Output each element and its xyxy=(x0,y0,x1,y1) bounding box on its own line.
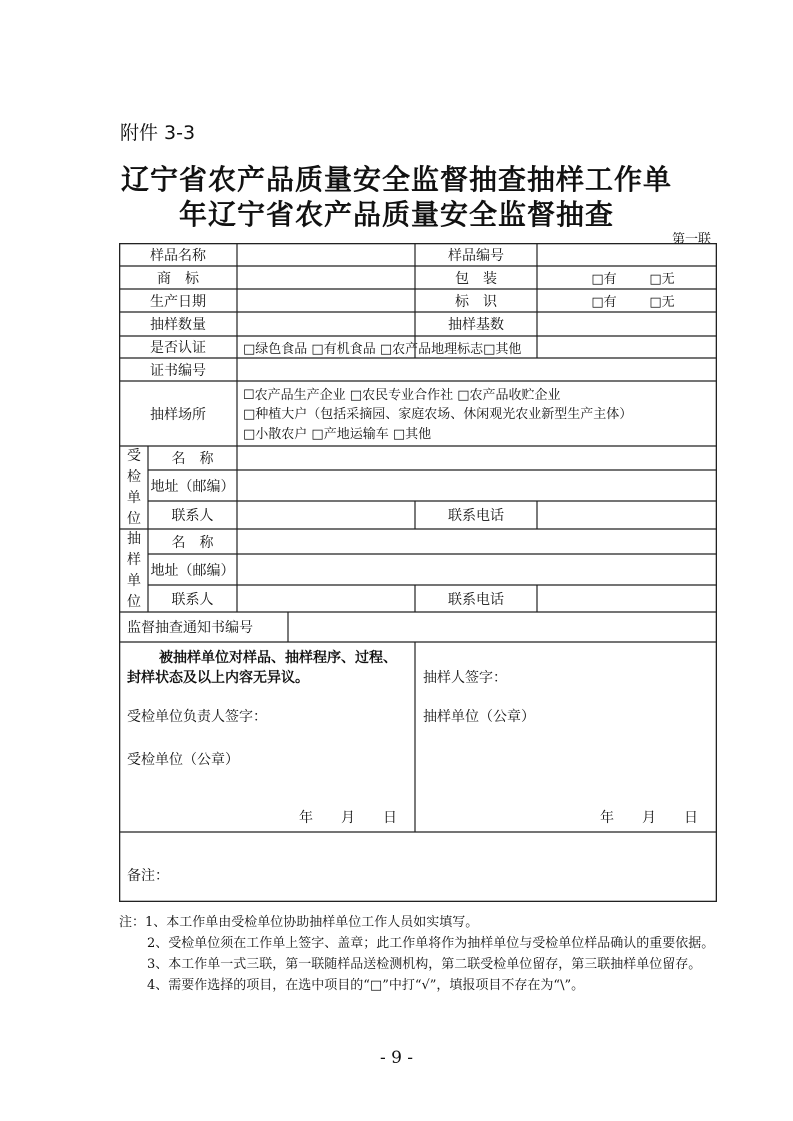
inspected-contact-field[interactable] xyxy=(238,502,414,528)
note-3: 3、本工作单一式三联，第一联随样品送检测机构，第二联受检单位留存，第三联抽样单位留存。 xyxy=(147,957,702,972)
sampling-site-label: 抽样场所 xyxy=(150,406,206,423)
prod-date-label: 生产日期 xyxy=(150,293,206,310)
inspected-phone-label: 联系电话 xyxy=(448,508,504,524)
remarks-field[interactable] xyxy=(179,835,714,899)
site-options-line2[interactable]: □种植大户（包括采摘园、家庭农场、休闲观光农业新型生产主体） xyxy=(243,407,633,422)
site-options-line1[interactable]: ☐农产品生产企业 □农民专业合作社 □农产品收贮企业 xyxy=(243,388,561,403)
sampling-form-table xyxy=(119,243,717,902)
sample-name-label: 样品名称 xyxy=(150,247,206,264)
package-yes-checkbox[interactable]: □有 xyxy=(591,272,617,287)
sampling-phone-label: 联系电话 xyxy=(448,591,504,608)
sampling-name-field[interactable] xyxy=(238,530,715,553)
sample-base-field[interactable] xyxy=(538,313,715,335)
sampler-date: 年 月 日 xyxy=(600,810,698,826)
sampling-phone-field[interactable] xyxy=(538,586,715,611)
cert-question-label: 是否认证 xyxy=(150,340,206,356)
sampler-signature-label: 抽样人签字： xyxy=(423,670,507,686)
form-title-line1: 辽宁省农产品质量安全监督抽查抽样工作单 xyxy=(120,163,672,196)
notice-no-field[interactable] xyxy=(289,613,715,641)
cert-options-checkboxes[interactable]: □绿色食品 □有机食品 □农产品地理标志□其他 xyxy=(243,341,522,357)
sampling-address-label: 地址（邮编） xyxy=(150,562,235,579)
inspected-phone-field[interactable] xyxy=(538,502,715,528)
form-title-line2: 年辽宁省农产品质量安全监督抽查 xyxy=(178,198,614,231)
package-no-checkbox[interactable]: □无 xyxy=(649,272,675,287)
notice-no-label: 监督抽查通知书编号 xyxy=(127,620,253,636)
sampling-unit-vertical-label: 抽 样 单 位 xyxy=(127,531,141,610)
sampling-name-label: 名 称 xyxy=(171,534,214,551)
marking-label: 标 识 xyxy=(455,293,497,310)
site-options-line3[interactable]: □小散农户 □产地运输车 □其他 xyxy=(243,427,432,442)
cert-no-label: 证书编号 xyxy=(150,362,206,379)
marking-no-checkbox[interactable]: □无 xyxy=(649,295,675,310)
inspected-address-label: 地址（邮编） xyxy=(150,478,235,495)
inspected-date: 年 月 日 xyxy=(299,810,397,826)
copy-label: 第一联 xyxy=(671,232,711,247)
inspected-name-field[interactable] xyxy=(238,447,715,469)
inspected-signature-label: 受检单位负责人签字： xyxy=(127,709,267,725)
cert-no-field[interactable] xyxy=(238,359,715,380)
marking-yes-checkbox[interactable]: □有 xyxy=(591,295,617,310)
note-4: 4、需要作选择的项目，在选中项目的“□”中打“√”，填报项目不存在为“\”。 xyxy=(147,978,585,993)
inspected-seal-label: 受检单位（公章） xyxy=(127,752,239,768)
attachment-label: 附件 3-3 xyxy=(120,122,196,144)
inspected-unit-vertical-label: 受 检 单 位 xyxy=(127,448,141,527)
page-number: - 9 - xyxy=(379,1048,414,1068)
inspected-address-field[interactable] xyxy=(238,471,715,500)
note-2: 2、受检单位须在工作单上签字、盖章；此工作单将作为抽样单位与受检单位样品确认的重要依据。 xyxy=(147,936,715,951)
sample-qty-label: 抽样数量 xyxy=(150,317,206,333)
sampling-address-field[interactable] xyxy=(238,555,715,584)
package-label: 包 装 xyxy=(455,270,497,287)
sampler-seal-label: 抽样单位（公章） xyxy=(423,709,535,725)
prod-date-field[interactable] xyxy=(238,290,414,311)
brand-label: 商 标 xyxy=(157,270,199,287)
sample-no-label: 样品编号 xyxy=(448,247,504,264)
form-notes xyxy=(119,912,729,996)
no-objection-statement-line1: 被抽样单位对样品、抽样程序、过程、 xyxy=(159,650,397,666)
sampling-contact-field[interactable] xyxy=(238,586,414,611)
sample-base-label: 抽样基数 xyxy=(448,317,504,333)
inspected-contact-label: 联系人 xyxy=(171,508,214,524)
sample-qty-field[interactable] xyxy=(238,313,414,335)
note-1: 注：1、本工作单由受检单位协助抽样单位工作人员如实填写。 xyxy=(119,915,479,930)
no-objection-statement-line2: 封样状态及以上内容无异议。 xyxy=(127,670,309,686)
sample-no-field[interactable] xyxy=(538,244,715,265)
brand-field[interactable] xyxy=(238,267,414,288)
inspected-name-label: 名 称 xyxy=(171,451,214,467)
remarks-label: 备注： xyxy=(127,868,169,884)
sampling-contact-label: 联系人 xyxy=(171,591,214,608)
sample-name-field[interactable] xyxy=(238,244,414,265)
